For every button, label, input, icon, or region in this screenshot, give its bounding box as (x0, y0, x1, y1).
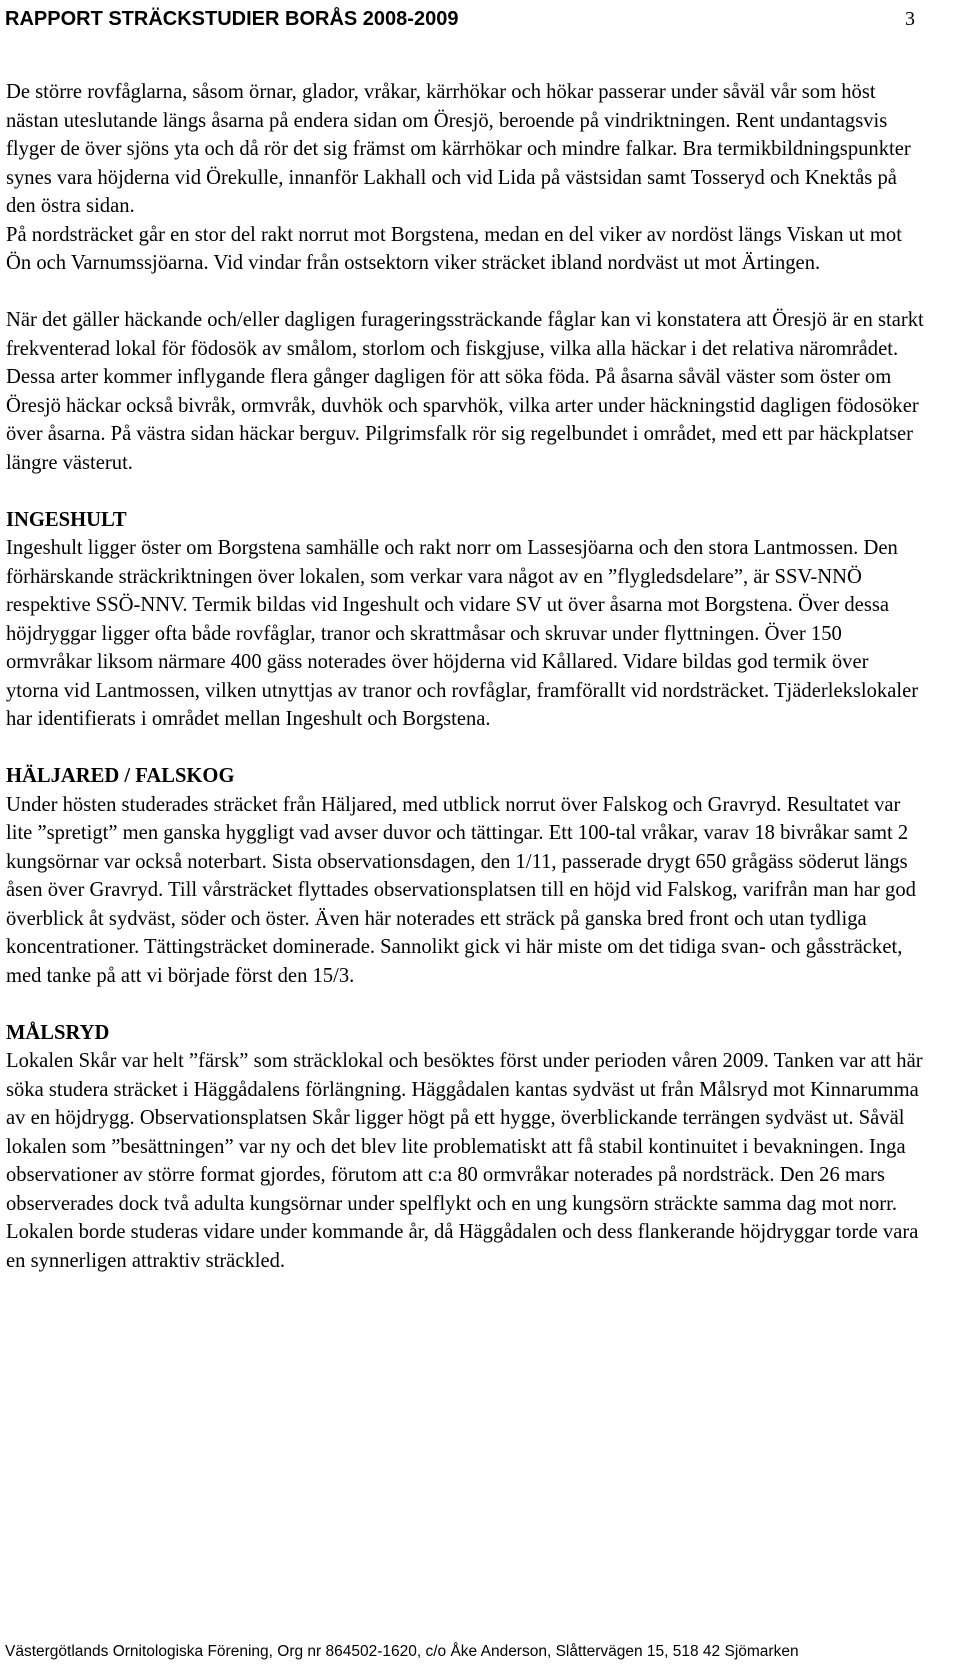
report-title: RAPPORT STRÄCKSTUDIER BORÅS 2008-2009 (5, 8, 459, 30)
paragraph-spacer (6, 990, 926, 1019)
page-header (5, 4, 915, 34)
section-text: Ingeshult ligger öster om Borgstena samhälle och rakt norr om Lassesjöarna och den stora Lantmossen. Den förhärskande sträckriktningen över lokalen, som verkar vara något av en ”flygledsdelare”, är SSV-NNÖ respektive SSÖ-NNV. Termik bildas vid Ingeshult och vidare SV ut över åsarna mot Borgstena. Över dessa höjdryggar ligger ofta både rovfåglar, tranor och skrattmåsar och skruvar under flyttningen. Över 150 ormvråkar liksom närmare 400 gäss noterades över höjderna vid Kållared. Vidare bildas god termik över ytorna vid Lantmossen, vilken utnyttjas av tranor och rovfåglar, framförallt vid nordsträcket. Tjäderlekslokaler har identifierats i området mellan Ingeshult och Borgstena. (6, 537, 919, 730)
intro-paragraph-1: De större rovfåglarna, såsom örnar, glador, vråkar, kärrhökar och hökar passerar under såväl vår som höst nästan uteslutande längs åsarna på endera sidan om Öresjö, beroende på vindriktningen. Rent undantagsvis flyger de över sjöns yta och då rör det sig främst om kärrhökar och mindre falkar. Bra termikbildningspunkter synes vara höjderna vid Örekulle, innanför Lakhall och vid Lida på västsidan samt Tosseryd och Knektås på den östra sidan. (6, 81, 911, 217)
paragraph-spacer (6, 477, 926, 506)
section-ingeshult (6, 506, 926, 734)
paragraph-spacer (6, 278, 926, 307)
section-text: Under hösten studerades sträcket från Häljared, med utblick norrut över Falskog och Gravryd. Resultatet var lite ”spretigt” men ganska hyggligt vad avser duvor och tättingar. Ett 100-tal vråkar, varav 18 bivråkar samt 2 kungsörnar var också noterbart. Sista observationsdagen, den 1/11, passerade drygt 650 grågäss söderut längs åsen över Gravryd. Till vårsträcket flyttades observationsplatsen till en höjd vid Falskog, varifrån man har god överblick åt sydväst, söder och öster. Även här noterades ett sträck på ganska bred front och utan tydliga koncentrationer. Tättingsträcket dominerade. Sannolikt gick vi här miste om det tidiga svan- och gåssträcket, med tanke på att vi började först den 15/3. (6, 793, 916, 987)
section-text: Lokalen Skår var helt ”färsk” som sträcklokal och besöktes först under perioden våren 2009. Tanken var att här söka studera sträcket i Häggådalens förlängning. Häggådalen kantas sydväst ut från Målsryd mot Kinnarumma av en höjdrygg. Observationsplatsen Skår ligger högt på ett hygge, överblickande terrängen sydväst ut. Såväl lokalen som ”besättningen” var ny och det blev lite problematiskt att få stabil kontinuitet i bevakningen. Inga observationer av större format gjordes, förutom att c:a 80 ormvråkar noterades på nordsträck. Den 26 mars observerades dock två adulta kungsörnar under spelflykt och en ung kungsörn sträckte samma dag mot norr. Lokalen borde studeras vidare under kommande år, då Häggådalen och dess flankerande höjdryggar torde vara en synnerligen attraktiv sträckled. (6, 1050, 923, 1272)
intro-paragraph-3: När det gäller häckande och/eller dagligen furageringssträckande fåglar kan vi konstatera att Öresjö är en starkt frekventerad lokal för födosök av smålom, storlom och fiskgjuse, vilka alla häckar i det relativa närområdet. Dessa arter kommer inflygande flera gånger dagligen för att söka föda. På åsarna såväl väster som öster om Öresjö häckar också bivråk, ormvråk, duvhök och sparvhök, vilka arter under häckningstid dagligen födosöker över åsarna. På västra sidan häckar berguv. Pilgrimsfalk rör sig regelbundet i området, med ett par häckplatser längre västerut. (6, 309, 924, 474)
page-footer: Västergötlands Ornitologiska Förening, Org nr 864502-1620, c/o Åke Anderson, Slåttervägen 15, 518 42 Sjömarken (5, 1643, 799, 1660)
section-haljared-falskog (6, 762, 926, 990)
section-heading: MÅLSRYD (6, 1021, 110, 1044)
section-malsryd (6, 1019, 926, 1276)
document-body (6, 78, 926, 1275)
section-heading: INGESHULT (6, 508, 127, 531)
paragraph-spacer (6, 734, 926, 763)
page-number: 3 (905, 8, 915, 30)
section-heading: HÄLJARED / FALSKOG (6, 765, 235, 787)
intro-paragraph-2: På nordsträcket går en stor del rakt norrut mot Borgstena, medan en del viker av nordöst längs Viskan ut mot Ön och Varnumssjöarna. Vid vindar från ostsektorn viker sträcket ibland nordväst ut mot Ärtingen. (6, 223, 902, 274)
